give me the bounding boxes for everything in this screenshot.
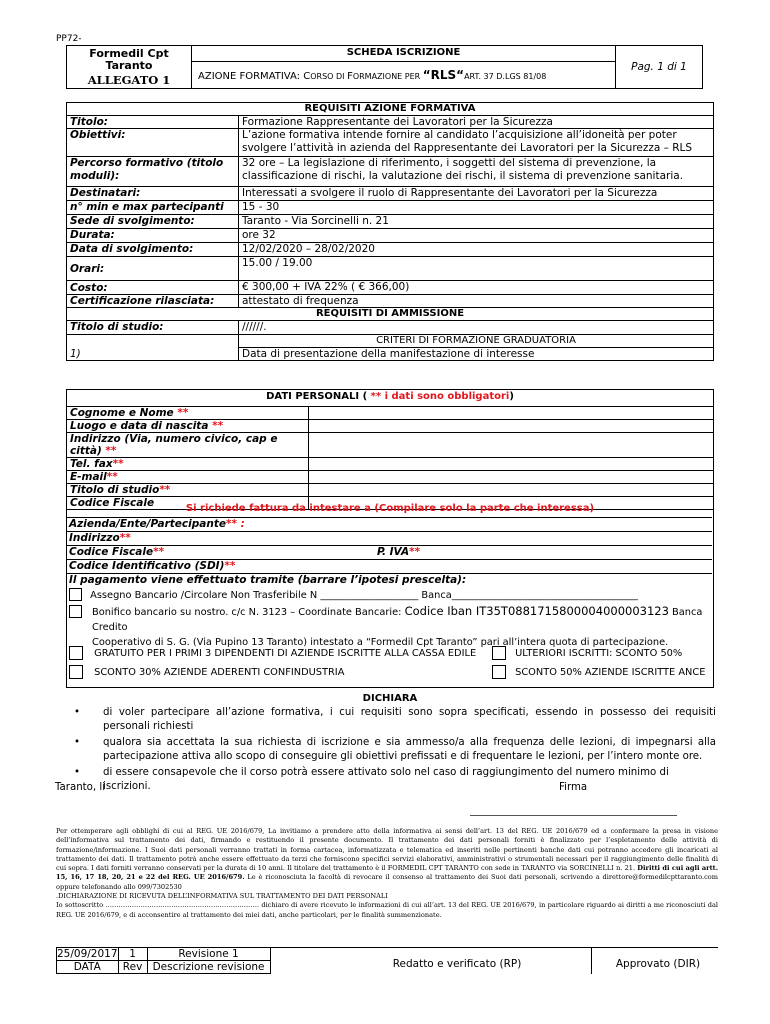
- privacy-text: [56, 827, 718, 920]
- titolo-studio-req: **: [159, 484, 171, 496]
- ulteriori-text: ULTERIORI ISCRITTI: SCONTO 50%: [515, 648, 683, 659]
- footer-descr-label: Descrizione revisione: [147, 961, 270, 974]
- email-req: **: [106, 471, 118, 483]
- percorso-value: 32 ore – La legislazione di riferimento, i soggetti del sistema di prevenzione, la classificazione di rischi, la valutazione dei rischi, il sistema di prevenzione sanitaria.: [239, 157, 714, 187]
- codice-fiscale-text: Codice Fiscale: [70, 497, 155, 509]
- indirizzo-input[interactable]: [309, 433, 714, 458]
- email-text: E-mail: [70, 471, 107, 483]
- ulteriori-option: [492, 646, 682, 660]
- privacy-p1-b: Le è riconosciuta la facoltà di revocare il consenso al trattamento dei Suoi dati personali, scrivendo a direttore@formedilcpttaranto.com oppure telefonando allo 099/7302530: [56, 873, 718, 891]
- dichiara-item-1: [66, 706, 716, 734]
- data-value: 12/02/2020 – 28/02/2020: [239, 243, 714, 257]
- bonifico-text-b: Banca Credito: [92, 607, 703, 633]
- cognome-text: Cognome e Nome: [70, 407, 178, 419]
- dichiara-item-2: [66, 736, 716, 764]
- titolo-label: Titolo:: [67, 116, 239, 129]
- cf-fattura-text: Codice Fiscale: [69, 546, 154, 558]
- org-name: Formedil Cpt Taranto: [89, 46, 169, 72]
- azione-f: F: [347, 71, 353, 82]
- indirizzo-text: Indirizzo (Via, numero civico, cap e città): [70, 433, 278, 457]
- titolo-studio-text: Titolo di studio: [70, 484, 160, 496]
- destinatari-value: Interessati a svolgere il ruolo di Rappresentante dei Lavoratori per la Sicurezza: [239, 187, 714, 201]
- dichiara-item-3: [66, 766, 716, 794]
- indirizzo-label: [67, 433, 309, 458]
- indirizzo-fattura-text: Indirizzo: [69, 532, 120, 544]
- footer-rev-label: Rev: [118, 961, 147, 974]
- assegno-text: Assegno Bancario /Circolare Non Trasferibile N ____________________ Banca______________________________________: [90, 589, 638, 601]
- org-cell: [67, 46, 192, 89]
- doc-code: PP72-: [56, 34, 82, 44]
- gratuito-text: GRATUITO PER I PRIMI 3 DIPENDENTI DI AZIENDE ISCRITTE ALLA CASSA EDILE: [94, 648, 477, 659]
- obiettivi-label: Obiettivi:: [67, 129, 239, 157]
- tel-text: Tel. fax: [70, 458, 113, 470]
- bullet-3: •: [74, 767, 81, 778]
- azienda-req: ** :: [225, 518, 245, 530]
- azione-lgs: LGS 81/08: [504, 72, 547, 81]
- requisiti-heading: REQUISITI AZIONE FORMATIVA: [67, 103, 714, 116]
- allegato-label: ALLEGATO 1: [87, 72, 171, 87]
- tel-input[interactable]: [309, 458, 714, 471]
- firma-label: Firma: [559, 782, 588, 793]
- criteri-spacer: [67, 335, 239, 348]
- assegno-checkbox[interactable]: [69, 588, 82, 601]
- tel-label: [67, 458, 309, 471]
- cognome-label: [67, 407, 309, 420]
- sconto50-option: [492, 665, 705, 679]
- privacy-p3: Io sottoscritto ……………………………………………………………. dichiaro di avere ricevuto le informazioni di cui all’art. 13 del REG. UE 2016/679, in particolare riguardo ai diritti a me riconosciuti dal REG. UE 2016/679, e di acconsentire al trattamento dei miei dati, anche particolari, per le finalità summenzionate.: [56, 901, 718, 919]
- costo-value: € 300,00 + IVA 22% ( € 366,00): [239, 281, 714, 295]
- data-label: Data di svolgimento:: [67, 243, 239, 257]
- indirizzo-req: **: [105, 445, 117, 457]
- dichiara-item-2-text: qualora sia accettata la sua richiesta di iscrizione e sia ammesso/a alla frequenza delle lezioni, di impegnarsi alla partecipazione attiva allo scopo di conseguire gli obiettivi prefissati e di frequentare le lezioni, per l’intero monte ore.: [103, 737, 716, 762]
- dati-heading: [66, 391, 714, 402]
- certificazione-label: Certificazione rilasciata:: [67, 295, 239, 308]
- azione-formativa: [192, 62, 616, 89]
- dati-fields-table: [66, 406, 714, 510]
- luogo-text: Luogo e data di nascita: [70, 420, 213, 432]
- titolo-studio-value: //////.: [239, 321, 714, 335]
- requisiti-table: [66, 102, 714, 361]
- bonifico-text-a: Bonifico bancario su nostro. c/c N. 3123 – Coordinate Bancarie:: [92, 607, 405, 618]
- sdi-text: Codice Identificativo (SDI): [69, 560, 225, 572]
- luogo-data: Taranto, li: [55, 782, 106, 793]
- privacy-p1-bold: Diritti di cui agli artt. 15, 16, 17 18, 20, 21 e 22 del REG. UE 2016/679.: [56, 864, 718, 882]
- orari-label: Orari:: [67, 257, 239, 281]
- bullet-1: •: [74, 707, 81, 718]
- privacy-p2: .DICHIARAZIONE DI RICEVUTA DELL’INFORMATIVA SUL TRATTAMENTO DEI DATI PERSONALI: [56, 892, 388, 901]
- criteri-num: 1): [67, 348, 239, 361]
- costo-label: Costo:: [67, 281, 239, 295]
- partecipanti-value: 15 - 30: [239, 201, 714, 215]
- azienda-field[interactable]: [66, 517, 712, 531]
- cognome-req: **: [177, 407, 189, 419]
- dati-heading-prefix: DATI PERSONALI (: [266, 391, 371, 402]
- gratuito-checkbox[interactable]: [69, 646, 83, 660]
- sconto50-text: SCONTO 50% AZIENDE ISCRITTE ANCE: [515, 667, 706, 678]
- email-label: [67, 471, 309, 484]
- sede-value: Taranto - Via Sorcinelli n. 21: [239, 215, 714, 229]
- ulteriori-checkbox[interactable]: [492, 646, 506, 660]
- piva-text: P. IVA: [377, 546, 410, 558]
- azione-orm: ORMAZIONE PER: [352, 72, 423, 81]
- destinatari-label: Destinatari:: [67, 187, 239, 201]
- cf-fattura-req: **: [153, 546, 165, 558]
- durata-value: ore 32: [239, 229, 714, 243]
- footer-rev-num: 1: [118, 948, 147, 961]
- ammissione-heading: REQUISITI DI AMMISSIONE: [67, 308, 714, 321]
- footer-date-label: DATA: [57, 961, 119, 974]
- durata-label: Durata:: [67, 229, 239, 243]
- sdi-req: **: [224, 560, 236, 572]
- titolo-value: Formazione Rappresentante dei Lavoratori per la Sicurezza: [239, 116, 714, 129]
- bonifico-text-2: Cooperativo di S. G. (Via Pupino 13 Taranto) intestato a “Formedil Cpt Taranto” pari all’intera quota di partecipazione.: [92, 637, 669, 648]
- dati-heading-required: ** i dati sono obbligatori: [370, 391, 510, 402]
- tel-req: **: [112, 458, 124, 470]
- luogo-input[interactable]: [309, 420, 714, 433]
- azione-rls: “RLS“: [422, 68, 465, 82]
- indirizzo-fattura-field[interactable]: [66, 531, 712, 545]
- luogo-label: [67, 420, 309, 433]
- email-input[interactable]: [309, 471, 714, 484]
- azienda-text: Azienda/Ente/Partecipante: [69, 518, 226, 530]
- luogo-req: **: [212, 420, 224, 432]
- assegno-option: [69, 588, 709, 601]
- sconto30-checkbox[interactable]: [69, 665, 83, 679]
- orari-value: 15.00 / 19.00: [239, 257, 714, 281]
- azione-prefix: AZIONE FORMATIVA: C: [198, 71, 311, 82]
- footer-date: 25/09/2017: [57, 948, 118, 960]
- bonifico-checkbox[interactable]: [69, 605, 82, 618]
- page-label: Pag. 1 di 1: [616, 46, 703, 89]
- partecipanti-label: n° min e max partecipanti: [67, 201, 239, 215]
- dichiara-list: [66, 706, 716, 794]
- dati-heading-suffix: ): [509, 391, 514, 402]
- cognome-input[interactable]: [309, 407, 714, 420]
- piva-req: **: [409, 546, 421, 558]
- privacy-p1-a: Per ottemperare agli obblighi di cui al REG. UE 2016/679, La invitiamo a prendere atto della informativa ai sensi dell’art. 13 del REG. UE 2016/679 ed a confermare la presa in visione dell’informativa sul trattamento dei dati, firmando e restituendo il presente documento. Il trattamento dei dati personali forniti è finalizzato per l’espletamento delle attività di formazione/informazione. I Suoi dati personali verranno trattati in forma cartacea, informatizzata e telematica ed inseriti nelle pertinenti banche dati cui potranno accedere gli incaricati al trattamento dei dati. Il trattamento potrà anche essere effettuato da terzi che forniscono specifici servizi elaborativi, amministrativi o strumentali necessari per il raggiungimento delle finalità di cui sopra. I dati forniti verranno conservati per la durata di 10 anni. Il titolare del trattamento è il FORMEDIL CPT TARANTO con sede in TARANTO via SORCINELLI n. 21.: [56, 827, 718, 873]
- bonifico-option: [69, 604, 709, 648]
- footer-revisione: Revisione 1: [147, 948, 270, 961]
- titolo-studio-label: Titolo di studio:: [67, 321, 239, 335]
- titolo-studio-input[interactable]: [309, 484, 714, 497]
- bullet-2: •: [74, 737, 81, 748]
- dichiara-item-3-text: di essere consapevole che il corso potrà essere attivato solo nel caso di raggiungimento del numero minimo di iscrizioni.: [103, 767, 669, 792]
- dichiara-heading: DICHIARA: [362, 693, 418, 704]
- sconto30-option: [69, 665, 344, 679]
- dichiara-item-1-text: di voler partecipare all’azione formativa, i cui requisiti sono sopra specificati, essendo in possesso dei requisiti personali richiesti: [103, 707, 716, 732]
- bonifico-iban: Codice Iban IT35T0881715800004000003123: [404, 604, 669, 618]
- certificazione-value: attestato di frequenza: [239, 295, 714, 308]
- azione-art: ART. 37 D.: [464, 72, 505, 81]
- percorso-label: Percorso formativo (titolo moduli):: [67, 157, 239, 187]
- scheda-title: SCHEDA ISCRIZIONE: [192, 46, 616, 62]
- obiettivi-value: L’azione formativa intende fornire al candidato l’acquisizione all’idoneità per poter svolgere l’attività in azienda del Rappresentante dei Lavoratori per la Sicurezza – RLS: [239, 129, 714, 157]
- titolo-studio-field-label: [67, 484, 309, 497]
- sconto50-checkbox[interactable]: [492, 665, 506, 679]
- firma-line[interactable]: [470, 815, 677, 816]
- footer-redatto: Redatto e verificato (RP): [392, 958, 522, 970]
- sconto30-text: SCONTO 30% AZIENDE ADERENTI CONFINDUSTRIA: [94, 667, 345, 678]
- bonifico-text: [92, 604, 712, 650]
- sede-label: Sede di svolgimento:: [67, 215, 239, 229]
- gratuito-option: [69, 646, 476, 660]
- pagamento-label: Il pagamento viene effettuato tramite (barrare l’ipotesi prescelta):: [66, 573, 712, 587]
- piva-field[interactable]: [377, 546, 420, 558]
- sdi-field[interactable]: [66, 559, 712, 573]
- criteri-heading: CRITERI DI FORMAZIONE GRADUATORIA: [239, 335, 714, 348]
- footer-approvato: Approvato (DIR): [615, 958, 701, 970]
- privacy-p1: [56, 827, 718, 892]
- indirizzo-fattura-req: **: [119, 532, 131, 544]
- azione-corso: ORSO DI: [310, 72, 348, 81]
- cf-piva-row[interactable]: [66, 545, 712, 559]
- fattura-note: Si richiede fattura da intestare a (Compilare solo la parte che interessa): [185, 503, 595, 514]
- criteri-value: Data di presentazione della manifestazione di interesse: [239, 348, 714, 361]
- header-table: [66, 45, 703, 89]
- fattura-block: [66, 517, 712, 587]
